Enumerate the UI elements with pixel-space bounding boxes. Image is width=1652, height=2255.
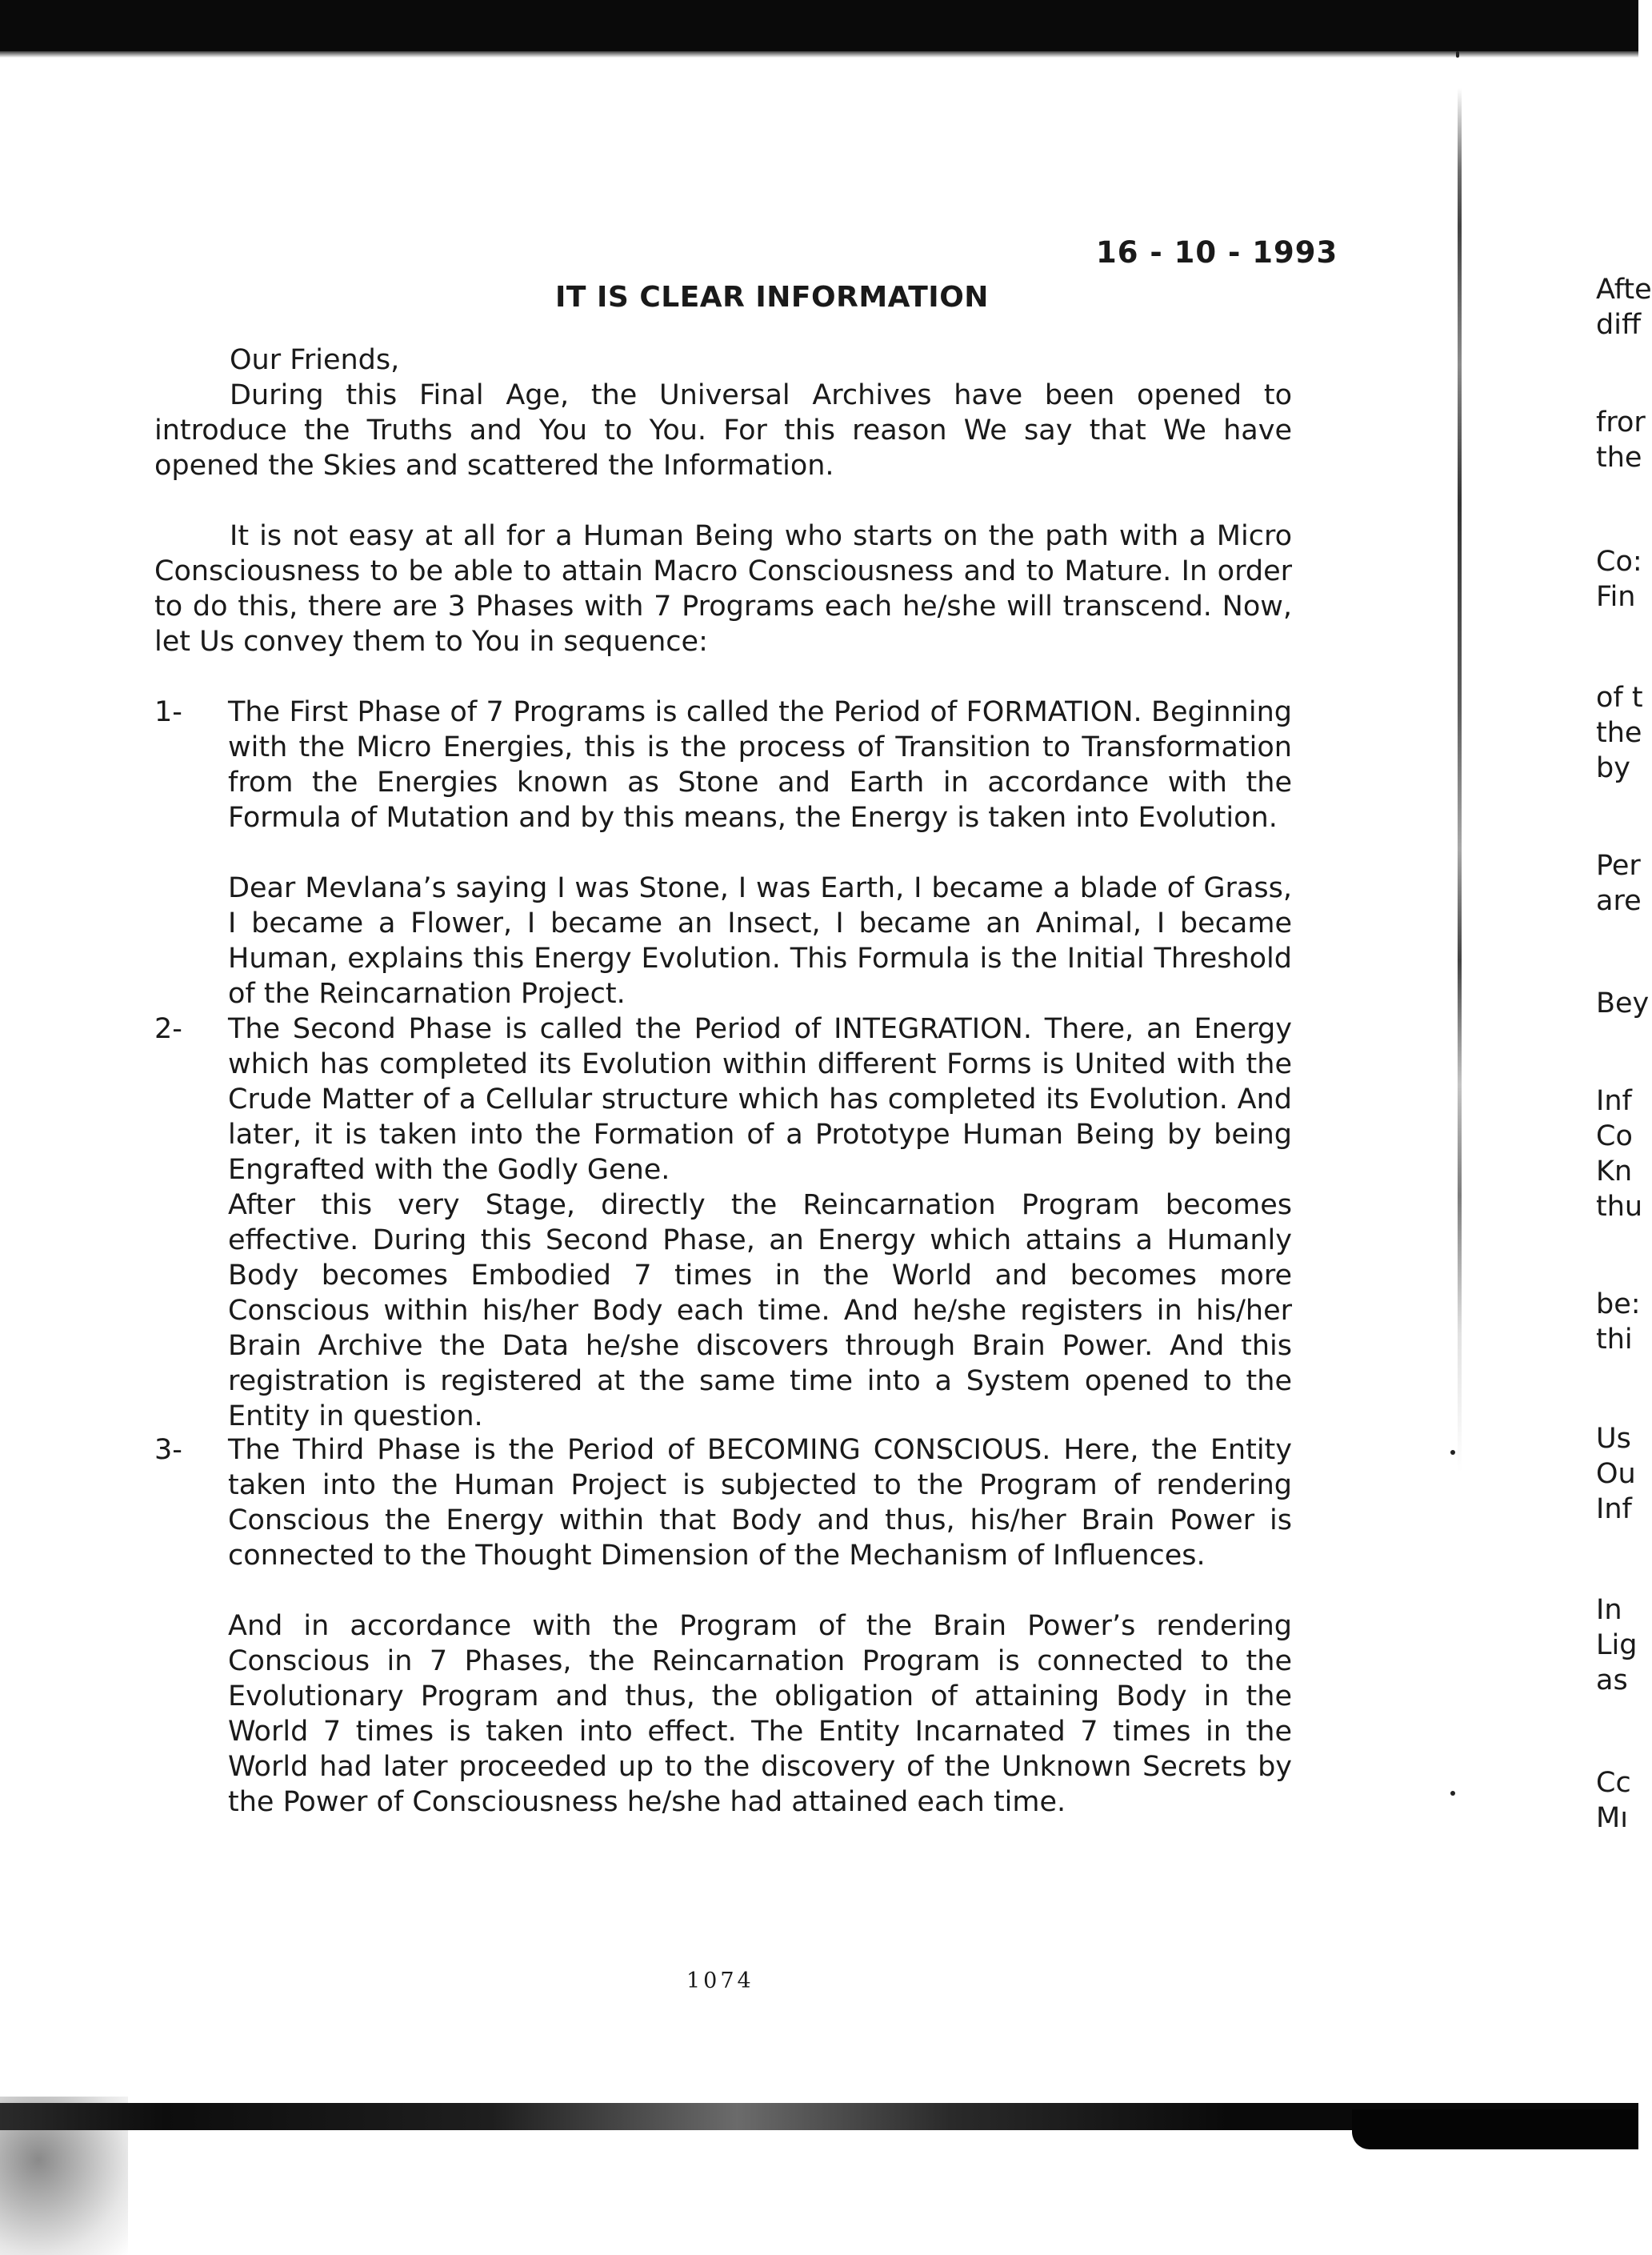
scan-bottom-corner (1352, 2109, 1638, 2149)
facing-page-word: Co: (1596, 546, 1642, 578)
facing-page-word: Cc (1596, 1767, 1631, 1799)
item-number-3: 3- (154, 1434, 182, 1466)
facing-page-word: Fin (1596, 581, 1636, 613)
facing-page-word: Inf (1596, 1085, 1632, 1117)
facing-page-word: Co (1596, 1120, 1633, 1152)
scan-speck (1450, 1450, 1455, 1455)
item-3-text: The Third Phase is the Period of BECOMING CONSCIOUS. Here, the Entity taken into the Human Project is subjected to the Program of rendering Conscious the Energy within that Body and thus, his/her Brain Power is connected to the Thought Dimension of the Mechanism of Influences. (228, 1434, 1292, 1572)
facing-page-word: of t (1596, 682, 1643, 714)
item-number-2: 2- (154, 1013, 182, 1045)
facing-page-word: diff (1596, 309, 1642, 341)
item-2-text: The Second Phase is called the Period of INTEGRATION. There, an Energy which has completed its Evolution within different Forms is United with the Crude Matter of a Cellular structure which has completed its Evolution. And later, it is taken into the Formation of a Prototype Human Being by being Engrafted with the Godly Gene. (228, 1013, 1292, 1186)
document-title: IT IS CLEAR INFORMATION (555, 281, 989, 314)
document-date: 16 - 10 - 1993 (1096, 235, 1338, 270)
facing-page-word: Ou (1596, 1458, 1636, 1490)
facing-page-fragment (1596, 0, 1652, 2081)
facing-page-word: be: (1596, 1288, 1641, 1320)
facing-page-word: as (1596, 1664, 1628, 1696)
item-1-continuation: Dear Mevlana’s saying I was Stone, I was Earth, I became a blade of Grass, I became a Flower, I became an Insect, I became an Animal, I became Human, explains this Energy Evolution. This Formula is the Initial Threshold of the Reincarnation Project. (228, 872, 1292, 1010)
item-number-1: 1- (154, 696, 182, 728)
facing-page-word: Bey (1596, 987, 1650, 1019)
scan-top-border (0, 0, 1638, 51)
facing-page-word: the (1596, 717, 1642, 749)
facing-page-word: the (1596, 442, 1642, 474)
facing-page-word: Mı (1596, 1802, 1628, 1834)
item-2-continuation: After this very Stage, directly the Reincarnation Program becomes effective. During this Second Phase, an Energy which attains a Humanly Body becomes Embodied 7 times in the World and becomes more Conscious within his/her Body each time. And he/she registers in his/her Brain Archive the Data he/she discovers through Brain Power. And this registration is registered at the same time into a System opened to the Entity in question. (228, 1189, 1292, 1432)
scan-speck (1450, 1791, 1455, 1796)
facing-page-word: In (1596, 1594, 1622, 1626)
paragraph-phases-overview: It is not easy at all for a Human Being who starts on the path with a Micro Consciousness to be able to attain Macro Consciousness and to Mature. In order to do this, there are 3 Phases with 7 Programs each he/she will transcend. Now, let Us convey them to You in sequence: (154, 520, 1292, 658)
scan-speck (1456, 51, 1459, 58)
facing-page-word: fror (1596, 407, 1646, 439)
facing-page-word: Afte (1596, 274, 1652, 306)
facing-page-word: thi (1596, 1324, 1633, 1356)
item-1-text: The First Phase of 7 Programs is called the Period of FORMATION. Beginning with the Micro Energies, this is the process of Transition to Transformation from the Energies known as Stone and Earth in accordance with the Formula of Mutation and by this means, the Energy is taken into Evolution. (228, 696, 1292, 834)
facing-page-word: Lig (1596, 1629, 1638, 1661)
facing-page-word: are (1596, 885, 1642, 917)
greeting: Our Friends, (230, 344, 400, 376)
item-3-continuation: And in accordance with the Program of the Brain Power’s rendering Conscious in 7 Phases, the Reincarnation Program is connected to the Evolutionary Program and thus, the obligation of attaining Body in the World 7 times is taken into effect. The Entity Incarnated 7 times in the World had later proceeded up to the discovery of the Unknown Secrets by the Power of Consciousness he/she had attained each time. (228, 1610, 1292, 1818)
facing-page-word: by (1596, 752, 1630, 784)
book-gutter-line (1458, 88, 1462, 1472)
scan-top-shadow (0, 51, 1638, 58)
page-number: 1074 (686, 1969, 754, 1993)
facing-page-word: Us (1596, 1423, 1631, 1455)
facing-page-word: thu (1596, 1191, 1643, 1223)
facing-page-word: Inf (1596, 1493, 1632, 1525)
intro-paragraph: During this Final Age, the Universal Archives have been opened to introduce the Truths and You to You. For this reason We say that We have opened the Skies and scattered the Information. (154, 379, 1292, 482)
facing-page-word: Kn (1596, 1156, 1633, 1188)
facing-page-word: Per (1596, 850, 1641, 882)
